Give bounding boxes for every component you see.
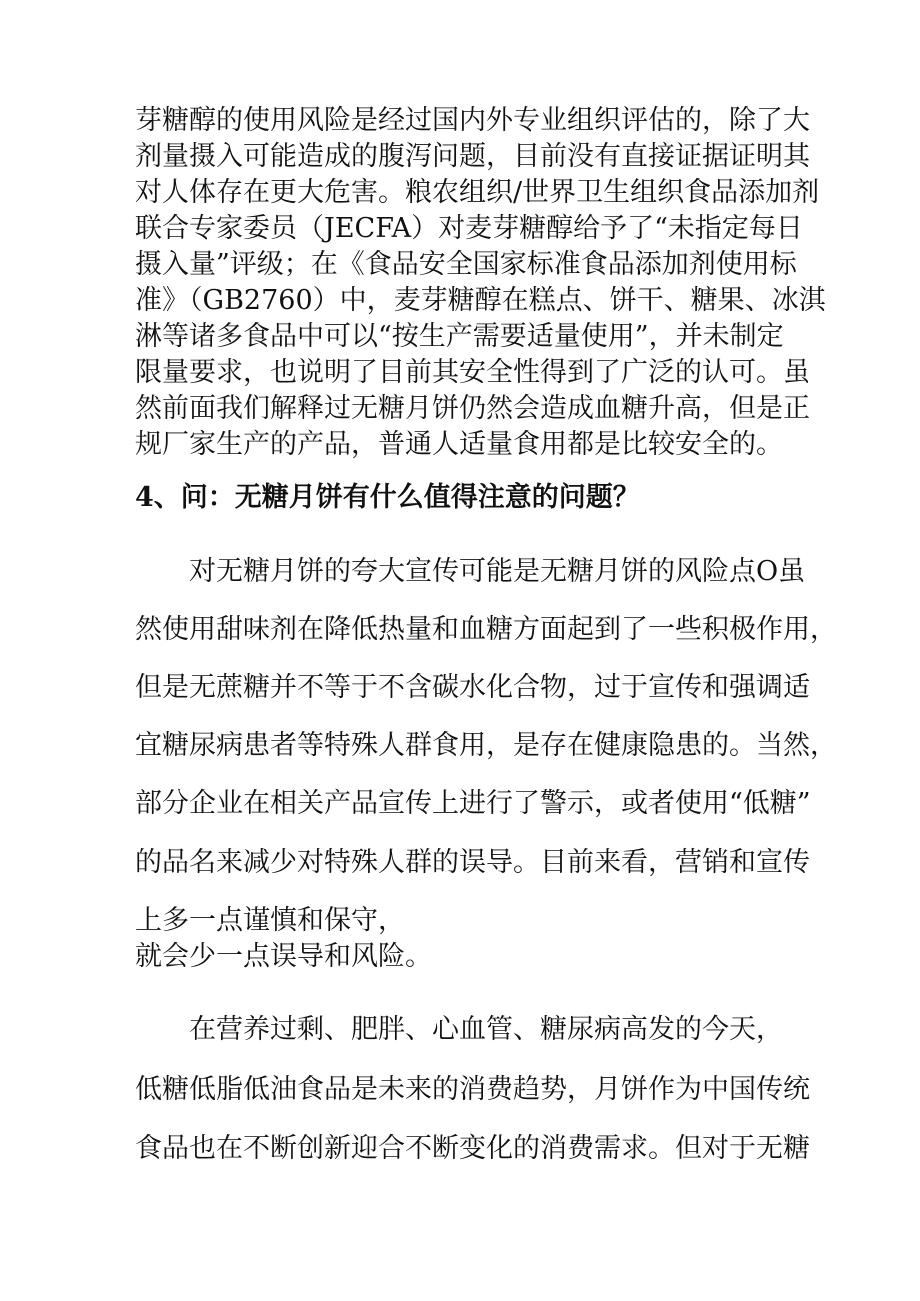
paragraph-1-line-8: 限量要求，也说明了目前其安全性得到了广泛的认可。虽 — [135, 357, 810, 388]
paragraph-2-line-4: 宜糖尿病患者等特殊人群食用，是存在健康隐患的。当然， — [135, 730, 837, 761]
paragraph-2-line-5: 部分企业在相关产品宣传上进行了警示，或者使用“低糖” — [135, 788, 811, 819]
paragraph-2-line-1: 对无糖月饼的夸大宣传可能是无糖月饼的风险点O虽 — [189, 556, 806, 587]
paragraph-1-line-2: 剂量摄入可能造成的腹泻问题，目前没有直接证据证明其 — [135, 141, 810, 172]
paragraph-2-line-6: 的品名来减少对特殊人群的误导。目前来看，营销和宣传 — [135, 847, 810, 878]
paragraph-1-line-3: 对人体存在更大危害。粮农组织/世界卫生组织食品添加剂 — [135, 177, 820, 208]
paragraph-1-line-6: 准》（GB2760）中，麦芽糖醇在糕点、饼干、糖果、冰淇 — [135, 285, 826, 316]
section-heading: 4、问：无糖月饼有什么值得注意的问题？ — [135, 482, 640, 513]
paragraph-1-line-10: 规厂家生产的产品，普通人适量食用都是比较安全的。 — [135, 429, 783, 460]
paragraph-1-line-4: 联合专家委员（JECFA）对麦芽糖醇给予了“未指定每日 — [135, 213, 803, 244]
paragraph-1-line-7: 淋等诸多食品中可以“按生产需要适量使用”，并未制定 — [135, 321, 784, 352]
paragraph-1-line-5: 摄入量”评级；在《食品安全国家标准食品添加剂使用标 — [135, 249, 797, 280]
paragraph-3-line-1: 在营养过剩、肥胖、心血管、糖尿病高发的今天， — [189, 1014, 783, 1045]
paragraph-2-line-2: 然使用甜味剂在降低热量和血糖方面起到了一些积极作用， — [135, 614, 837, 645]
paragraph-3-line-2: 低糖低脂低油食品是未来的消费趋势，月饼作为中国传统 — [135, 1074, 810, 1105]
paragraph-2-line-3: 但是无蔗糖并不等于不含碳水化合物，过于宣传和强调适 — [135, 672, 810, 703]
paragraph-2-line-7: 上多一点谨慎和保守， — [135, 905, 405, 936]
paragraph-2-line-8: 就会少一点误导和风险。 — [135, 941, 432, 972]
paragraph-3-line-3: 食品也在不断创新迎合不断变化的消费需求。但对于无糖 — [135, 1133, 810, 1164]
paragraph-1-line-9: 然前面我们解释过无糖月饼仍然会造成血糖升高，但是正 — [135, 393, 810, 424]
paragraph-1-line-1: 芽糖醇的使用风险是经过国内外专业组织评估的，除了大 — [135, 105, 810, 136]
